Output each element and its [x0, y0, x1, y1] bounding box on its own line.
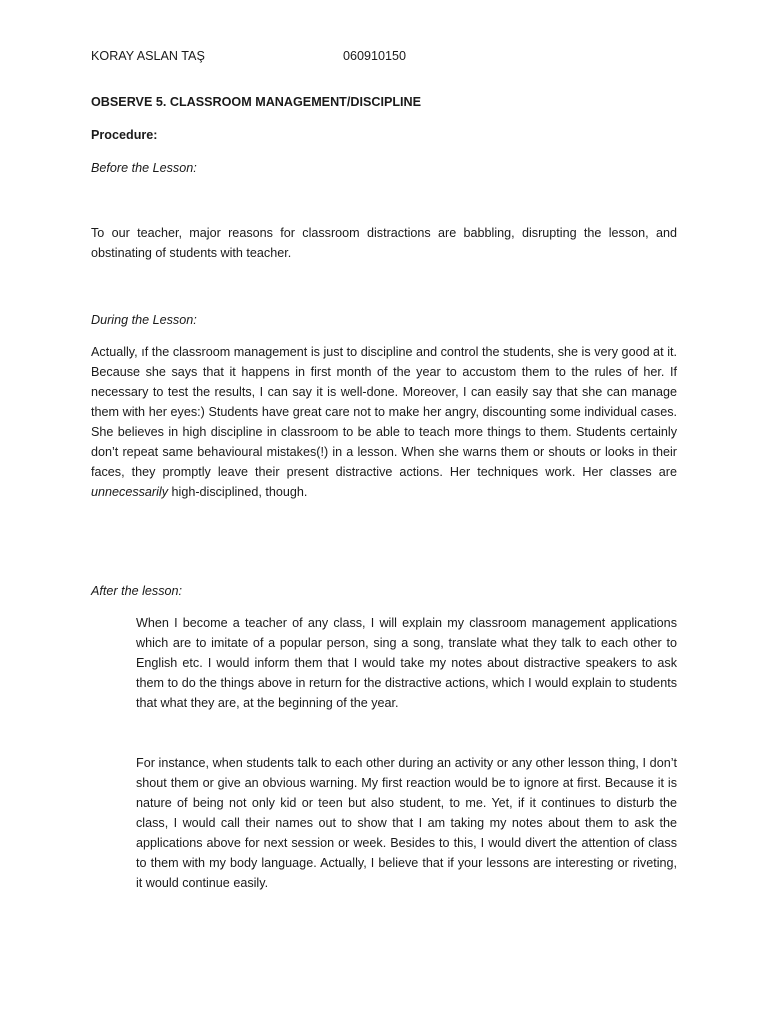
during-lesson-paragraph	[91, 342, 677, 502]
after-lesson-paragraph-1: When I become a teacher of any class, I will explain my classroom management applications which are to imitate of a popular person, sing a song, translate what they talk to each other to English etc. I would inform them that I would take my notes about distractive speakers to ask them to do the things above in return for the distractive actions, which I would explain to students that what they are, at the beginning of the year.	[136, 616, 677, 710]
after-lesson-paragraph-2: For instance, when students talk to each other during an activity or any other lesson thing, I don’t shout them or give an obvious warning. My first reaction would be to ignore at first. Because it is nature of being not only kid or teen but also student, to me. Yet, if it continues to disturb the class, I would call their names out to show that I am taking my notes about them to ask the applications above for next session or week. Besides to this, I would divert the attention of class to them with my body language. Actually, I believe that if your lessons are interesting or riveting, it would continue easily.	[136, 756, 677, 890]
before-lesson-paragraph: To our teacher, major reasons for classroom distractions are babbling, disrupting the lesson, and obstinating of students with teacher.	[91, 226, 677, 260]
during-text-part-2: high-disciplined, though.	[168, 485, 308, 499]
after-lesson-heading: After the lesson:	[91, 584, 183, 598]
document-title: OBSERVE 5. CLASSROOM MANAGEMENT/DISCIPLINE	[91, 95, 422, 109]
during-text-part-1: Actually, ıf the classroom management is just to discipline and control the students, she is very good at it. Because she says that it happens in first month of the year to accustom them to the rules of her. If necessary to test the results, I can say it is well-done. Moreover, I can easily say that she can manage them with her eyes:) Students have great care not to make her angry, discounting some individual cases. She believes in high discipline in classroom to be able to teach more things to them. Students certainly don’t repeat same behavioural mistakes(!) in a lesson. When she warns them or shouts or looks in their faces, they promptly leave their present distractive actions. Her techniques work. Her classes are	[91, 345, 677, 479]
author-name: KORAY ASLAN TAŞ	[91, 49, 205, 63]
during-lesson-heading: During the Lesson:	[91, 313, 197, 327]
before-lesson-heading: Before the Lesson:	[91, 161, 197, 175]
emphasis-word: unnecessarily	[91, 485, 169, 499]
procedure-heading: Procedure:	[91, 128, 158, 142]
student-id: 060910150	[343, 49, 407, 63]
